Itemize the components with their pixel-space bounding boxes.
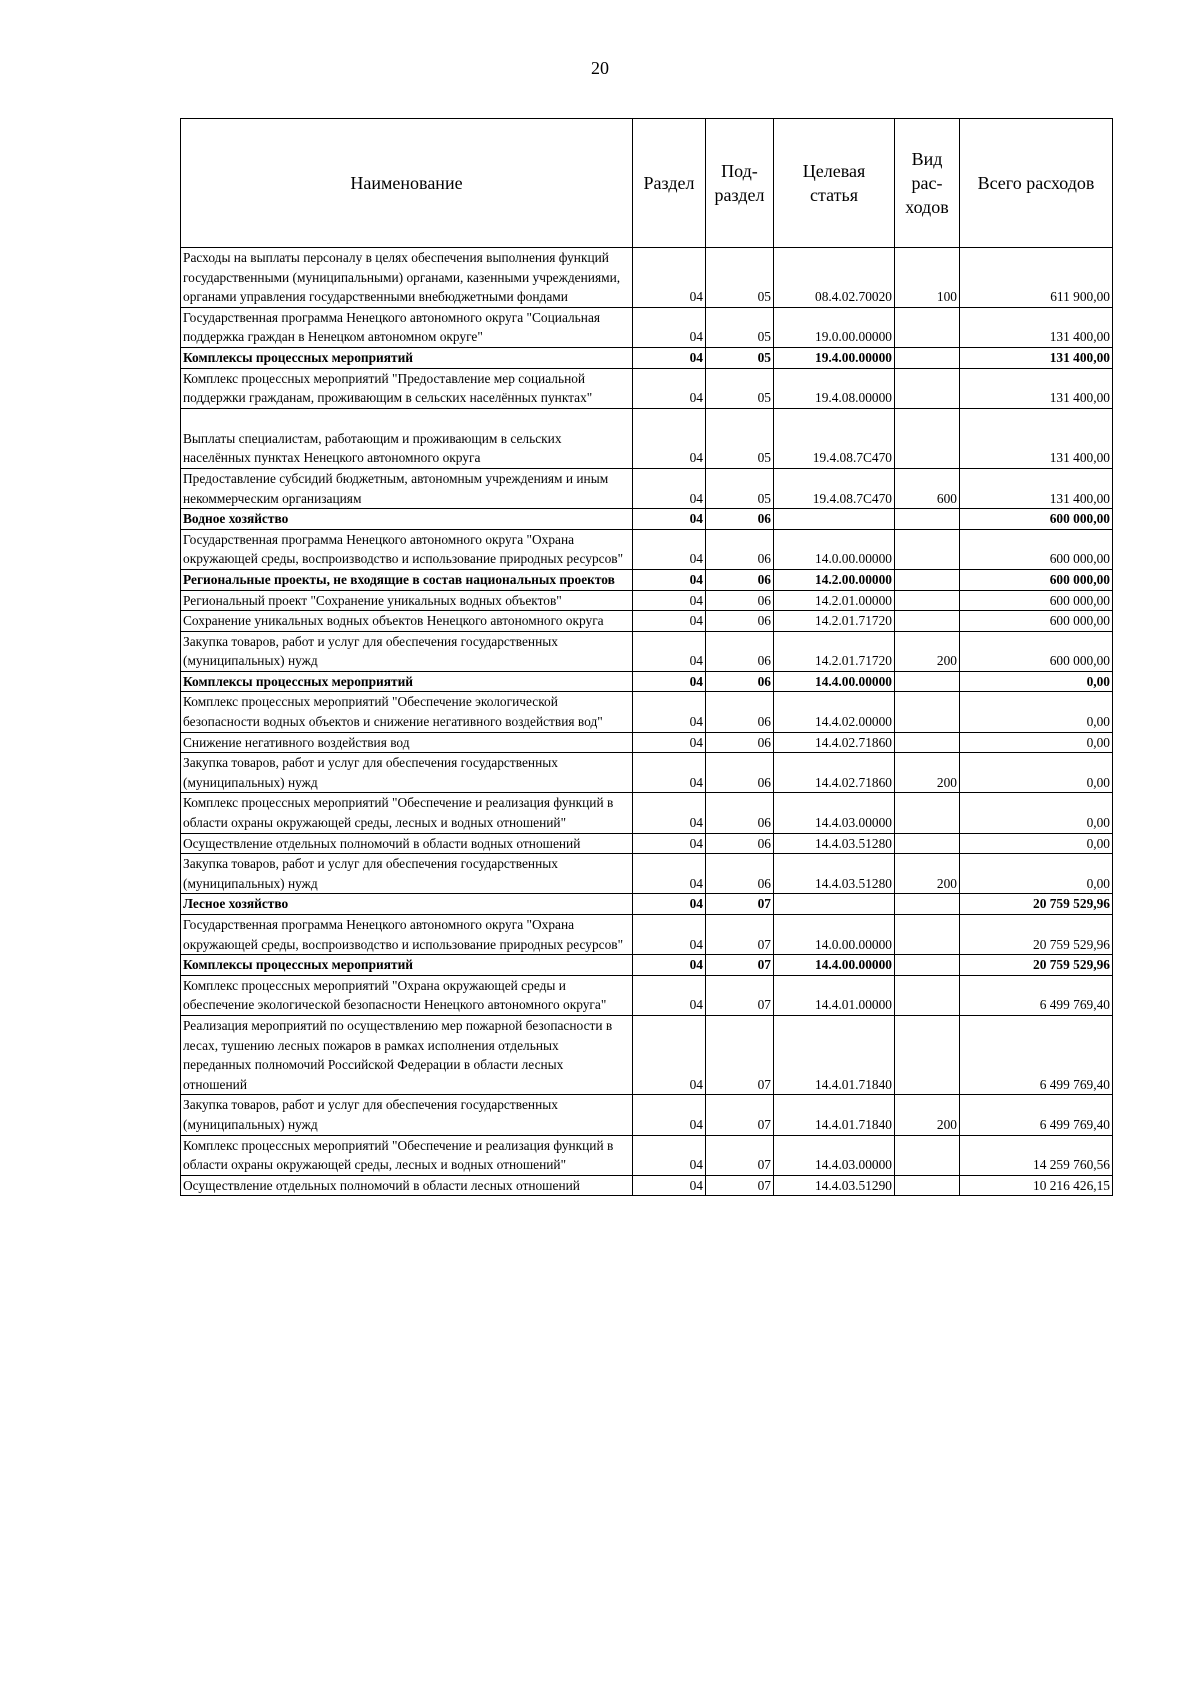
header-vid <box>895 119 960 248</box>
cell-total: 14 259 760,56 <box>960 1135 1113 1175</box>
cell-total: 10 216 426,15 <box>960 1175 1113 1196</box>
cell-total: 20 759 529,96 <box>960 955 1113 976</box>
cell-vid <box>895 307 960 347</box>
cell-podrazdel: 06 <box>706 793 774 833</box>
cell-vid <box>895 408 960 468</box>
table-row <box>181 1135 1113 1175</box>
cell-vid <box>895 975 960 1015</box>
cell-vid <box>895 1015 960 1094</box>
cell-podrazdel: 05 <box>706 408 774 468</box>
cell-razdel: 04 <box>633 1015 706 1094</box>
cell-podrazdel: 05 <box>706 468 774 508</box>
cell-podrazdel: 07 <box>706 1015 774 1094</box>
cell-statya: 14.2.00.00000 <box>774 569 895 590</box>
header-vid-line3: ходов <box>905 197 949 217</box>
cell-vid: 100 <box>895 248 960 308</box>
cell-name: Предоставление субсидий бюджетным, автономным учреждениям и иным некоммерческим организациям <box>181 468 633 508</box>
cell-razdel: 04 <box>633 793 706 833</box>
cell-name: Государственная программа Ненецкого автономного округа "Социальная поддержка граждан в Ненецком автономном округе" <box>181 307 633 347</box>
cell-name: Государственная программа Ненецкого автономного округа "Охрана окружающей среды, воспроизводство и использование природных ресурсов" <box>181 529 633 569</box>
cell-razdel: 04 <box>633 975 706 1015</box>
cell-total: 0,00 <box>960 671 1113 692</box>
cell-statya: 14.4.01.00000 <box>774 975 895 1015</box>
cell-vid: 200 <box>895 753 960 793</box>
table-row <box>181 854 1113 894</box>
table-row <box>181 692 1113 732</box>
cell-statya: 14.4.02.71860 <box>774 732 895 753</box>
cell-total: 20 759 529,96 <box>960 915 1113 955</box>
table-row <box>181 894 1113 915</box>
header-name: Наименование <box>181 119 633 248</box>
cell-statya: 14.0.00.00000 <box>774 915 895 955</box>
cell-podrazdel: 06 <box>706 732 774 753</box>
cell-podrazdel: 06 <box>706 569 774 590</box>
cell-total: 600 000,00 <box>960 509 1113 530</box>
cell-name: Региональные проекты, не входящие в состав национальных проектов <box>181 569 633 590</box>
cell-razdel: 04 <box>633 248 706 308</box>
cell-podrazdel: 07 <box>706 1095 774 1135</box>
cell-vid: 600 <box>895 468 960 508</box>
cell-podrazdel: 05 <box>706 248 774 308</box>
cell-vid <box>895 509 960 530</box>
cell-statya: 14.4.03.00000 <box>774 793 895 833</box>
cell-statya: 14.2.01.71720 <box>774 631 895 671</box>
table-row <box>181 915 1113 955</box>
cell-total: 6 499 769,40 <box>960 1015 1113 1094</box>
cell-statya: 14.4.03.51290 <box>774 1175 895 1196</box>
table-row <box>181 1175 1113 1196</box>
cell-podrazdel: 05 <box>706 307 774 347</box>
cell-podrazdel: 06 <box>706 631 774 671</box>
cell-name: Региональный проект "Сохранение уникальных водных объектов" <box>181 590 633 611</box>
cell-vid <box>895 1135 960 1175</box>
table-row <box>181 509 1113 530</box>
cell-name: Сохранение уникальных водных объектов Ненецкого автономного округа <box>181 611 633 632</box>
cell-razdel: 04 <box>633 408 706 468</box>
table-row <box>181 631 1113 671</box>
table-row <box>181 569 1113 590</box>
cell-statya: 14.4.02.71860 <box>774 753 895 793</box>
cell-razdel: 04 <box>633 631 706 671</box>
table-row <box>181 975 1113 1015</box>
cell-razdel: 04 <box>633 368 706 408</box>
cell-podrazdel: 07 <box>706 915 774 955</box>
cell-razdel: 04 <box>633 854 706 894</box>
cell-name: Выплаты специалистам, работающим и проживающим в сельских населённых пунктах Ненецкого автономного округа <box>181 408 633 468</box>
cell-total: 600 000,00 <box>960 529 1113 569</box>
cell-total: 600 000,00 <box>960 631 1113 671</box>
cell-vid <box>895 590 960 611</box>
cell-statya <box>774 509 895 530</box>
cell-vid <box>895 793 960 833</box>
cell-razdel: 04 <box>633 732 706 753</box>
table-row <box>181 793 1113 833</box>
header-vid-line2: рас- <box>911 173 943 193</box>
header-podrazdel-line1: Под- <box>721 161 758 181</box>
cell-podrazdel: 06 <box>706 692 774 732</box>
cell-podrazdel: 05 <box>706 368 774 408</box>
cell-name: Комплекс процессных мероприятий "Охрана окружающей среды и обеспечение экологической безопасности Ненецкого автономного округа" <box>181 975 633 1015</box>
cell-total: 131 400,00 <box>960 468 1113 508</box>
cell-name: Комплексы процессных мероприятий <box>181 347 633 368</box>
cell-total: 131 400,00 <box>960 307 1113 347</box>
cell-podrazdel: 06 <box>706 611 774 632</box>
cell-name: Осуществление отдельных полномочий в области лесных отношений <box>181 1175 633 1196</box>
cell-name: Комплекс процессных мероприятий "Обеспечение и реализация функций в области охраны окружающей среды, лесных и водных отношений" <box>181 1135 633 1175</box>
cell-razdel: 04 <box>633 569 706 590</box>
cell-name: Государственная программа Ненецкого автономного округа "Охрана окружающей среды, воспроизводство и использование природных ресурсов" <box>181 915 633 955</box>
cell-podrazdel: 07 <box>706 1175 774 1196</box>
cell-podrazdel: 07 <box>706 1135 774 1175</box>
cell-statya: 14.2.01.71720 <box>774 611 895 632</box>
cell-vid <box>895 1175 960 1196</box>
cell-vid <box>895 671 960 692</box>
cell-name: Лесное хозяйство <box>181 894 633 915</box>
table-row <box>181 347 1113 368</box>
cell-razdel: 04 <box>633 955 706 976</box>
table-row <box>181 732 1113 753</box>
cell-total: 131 400,00 <box>960 368 1113 408</box>
cell-statya: 14.0.00.00000 <box>774 529 895 569</box>
cell-statya: 08.4.02.70020 <box>774 248 895 308</box>
cell-vid <box>895 611 960 632</box>
cell-vid <box>895 692 960 732</box>
cell-statya: 14.2.01.00000 <box>774 590 895 611</box>
cell-total: 0,00 <box>960 793 1113 833</box>
cell-vid <box>895 732 960 753</box>
cell-razdel: 04 <box>633 671 706 692</box>
table-row <box>181 1015 1113 1094</box>
cell-vid: 200 <box>895 1095 960 1135</box>
cell-podrazdel: 06 <box>706 529 774 569</box>
table-body <box>181 248 1113 1196</box>
cell-name: Комплекс процессных мероприятий "Предоставление мер социальной поддержки гражданам, проживающим в сельских населённых пунктах" <box>181 368 633 408</box>
page-number: 20 <box>591 58 609 78</box>
cell-vid <box>895 833 960 854</box>
cell-razdel: 04 <box>633 509 706 530</box>
cell-podrazdel: 06 <box>706 753 774 793</box>
cell-podrazdel: 07 <box>706 975 774 1015</box>
cell-name: Реализация мероприятий по осуществлению мер пожарной безопасности в лесах, тушению лесных пожаров в рамках исполнения отдельных переданных полномочий Российской Федерации в области лесных отношений <box>181 1015 633 1094</box>
cell-total: 600 000,00 <box>960 590 1113 611</box>
cell-statya: 19.0.00.00000 <box>774 307 895 347</box>
cell-vid <box>895 915 960 955</box>
table-row <box>181 468 1113 508</box>
cell-statya: 19.4.08.7С470 <box>774 408 895 468</box>
cell-name: Водное хозяйство <box>181 509 633 530</box>
cell-name: Комплексы процессных мероприятий <box>181 671 633 692</box>
cell-razdel: 04 <box>633 590 706 611</box>
cell-total: 131 400,00 <box>960 408 1113 468</box>
table-row <box>181 833 1113 854</box>
cell-statya: 14.4.03.51280 <box>774 833 895 854</box>
cell-vid <box>895 894 960 915</box>
cell-podrazdel: 06 <box>706 590 774 611</box>
header-statya <box>774 119 895 248</box>
table-row <box>181 1095 1113 1135</box>
cell-vid: 200 <box>895 854 960 894</box>
cell-razdel: 04 <box>633 894 706 915</box>
cell-podrazdel: 06 <box>706 833 774 854</box>
budget-table <box>180 118 1113 1196</box>
header-razdel: Раздел <box>633 119 706 248</box>
cell-name: Комплекс процессных мероприятий "Обеспечение и реализация функций в области охраны окружающей среды, лесных и водных отношений" <box>181 793 633 833</box>
cell-total: 611 900,00 <box>960 248 1113 308</box>
cell-statya: 19.4.08.7С470 <box>774 468 895 508</box>
table-row <box>181 955 1113 976</box>
cell-vid <box>895 368 960 408</box>
cell-total: 0,00 <box>960 854 1113 894</box>
cell-podrazdel: 06 <box>706 671 774 692</box>
cell-podrazdel: 06 <box>706 854 774 894</box>
cell-vid: 200 <box>895 631 960 671</box>
cell-podrazdel: 07 <box>706 955 774 976</box>
header-vid-line1: Вид <box>911 149 943 169</box>
cell-statya: 14.4.01.71840 <box>774 1015 895 1094</box>
cell-razdel: 04 <box>633 915 706 955</box>
cell-total: 6 499 769,40 <box>960 1095 1113 1135</box>
table-row <box>181 408 1113 468</box>
table-row <box>181 671 1113 692</box>
cell-razdel: 04 <box>633 611 706 632</box>
cell-statya: 14.4.01.71840 <box>774 1095 895 1135</box>
cell-razdel: 04 <box>633 1175 706 1196</box>
cell-total: 20 759 529,96 <box>960 894 1113 915</box>
cell-statya: 14.4.02.00000 <box>774 692 895 732</box>
cell-razdel: 04 <box>633 347 706 368</box>
header-statya-line2: статья <box>810 185 858 205</box>
cell-vid <box>895 569 960 590</box>
cell-podrazdel: 05 <box>706 347 774 368</box>
cell-vid <box>895 347 960 368</box>
table-row <box>181 529 1113 569</box>
header-podrazdel-line2: раздел <box>714 185 765 205</box>
cell-name: Осуществление отдельных полномочий в области водных отношений <box>181 833 633 854</box>
cell-name: Снижение негативного воздействия вод <box>181 732 633 753</box>
cell-vid <box>895 529 960 569</box>
cell-razdel: 04 <box>633 307 706 347</box>
cell-razdel: 04 <box>633 529 706 569</box>
table-row <box>181 611 1113 632</box>
cell-name: Закупка товаров, работ и услуг для обеспечения государственных (муниципальных) нужд <box>181 854 633 894</box>
table-row <box>181 753 1113 793</box>
cell-podrazdel: 07 <box>706 894 774 915</box>
cell-name: Расходы на выплаты персоналу в целях обеспечения выполнения функций государственными (муниципальными) органами, казенными учреждениями, органами управления государственными внебюджетными фондами <box>181 248 633 308</box>
cell-statya: 14.4.00.00000 <box>774 671 895 692</box>
cell-statya: 14.4.03.51280 <box>774 854 895 894</box>
cell-razdel: 04 <box>633 1095 706 1135</box>
cell-total: 0,00 <box>960 692 1113 732</box>
cell-statya: 14.4.03.00000 <box>774 1135 895 1175</box>
cell-statya: 19.4.00.00000 <box>774 347 895 368</box>
cell-total: 0,00 <box>960 732 1113 753</box>
cell-total: 131 400,00 <box>960 347 1113 368</box>
cell-razdel: 04 <box>633 833 706 854</box>
cell-razdel: 04 <box>633 692 706 732</box>
cell-razdel: 04 <box>633 468 706 508</box>
table-header-row <box>181 119 1113 248</box>
table-row <box>181 590 1113 611</box>
cell-statya <box>774 894 895 915</box>
table-row <box>181 368 1113 408</box>
cell-total: 0,00 <box>960 753 1113 793</box>
cell-name: Закупка товаров, работ и услуг для обеспечения государственных (муниципальных) нужд <box>181 1095 633 1135</box>
cell-vid <box>895 955 960 976</box>
header-total: Всего расходов <box>960 119 1113 248</box>
cell-total: 6 499 769,40 <box>960 975 1113 1015</box>
cell-name: Закупка товаров, работ и услуг для обеспечения государственных (муниципальных) нужд <box>181 631 633 671</box>
cell-total: 600 000,00 <box>960 569 1113 590</box>
cell-razdel: 04 <box>633 1135 706 1175</box>
header-podrazdel <box>706 119 774 248</box>
table-row <box>181 248 1113 308</box>
cell-total: 600 000,00 <box>960 611 1113 632</box>
cell-razdel: 04 <box>633 753 706 793</box>
cell-statya: 19.4.08.00000 <box>774 368 895 408</box>
cell-total: 0,00 <box>960 833 1113 854</box>
table-row <box>181 307 1113 347</box>
cell-name: Закупка товаров, работ и услуг для обеспечения государственных (муниципальных) нужд <box>181 753 633 793</box>
header-statya-line1: Целевая <box>802 161 866 181</box>
cell-statya: 14.4.00.00000 <box>774 955 895 976</box>
cell-name: Комплекс процессных мероприятий "Обеспечение экологической безопасности водных объектов и снижение негативного воздействия вод" <box>181 692 633 732</box>
cell-name: Комплексы процессных мероприятий <box>181 955 633 976</box>
cell-podrazdel: 06 <box>706 509 774 530</box>
